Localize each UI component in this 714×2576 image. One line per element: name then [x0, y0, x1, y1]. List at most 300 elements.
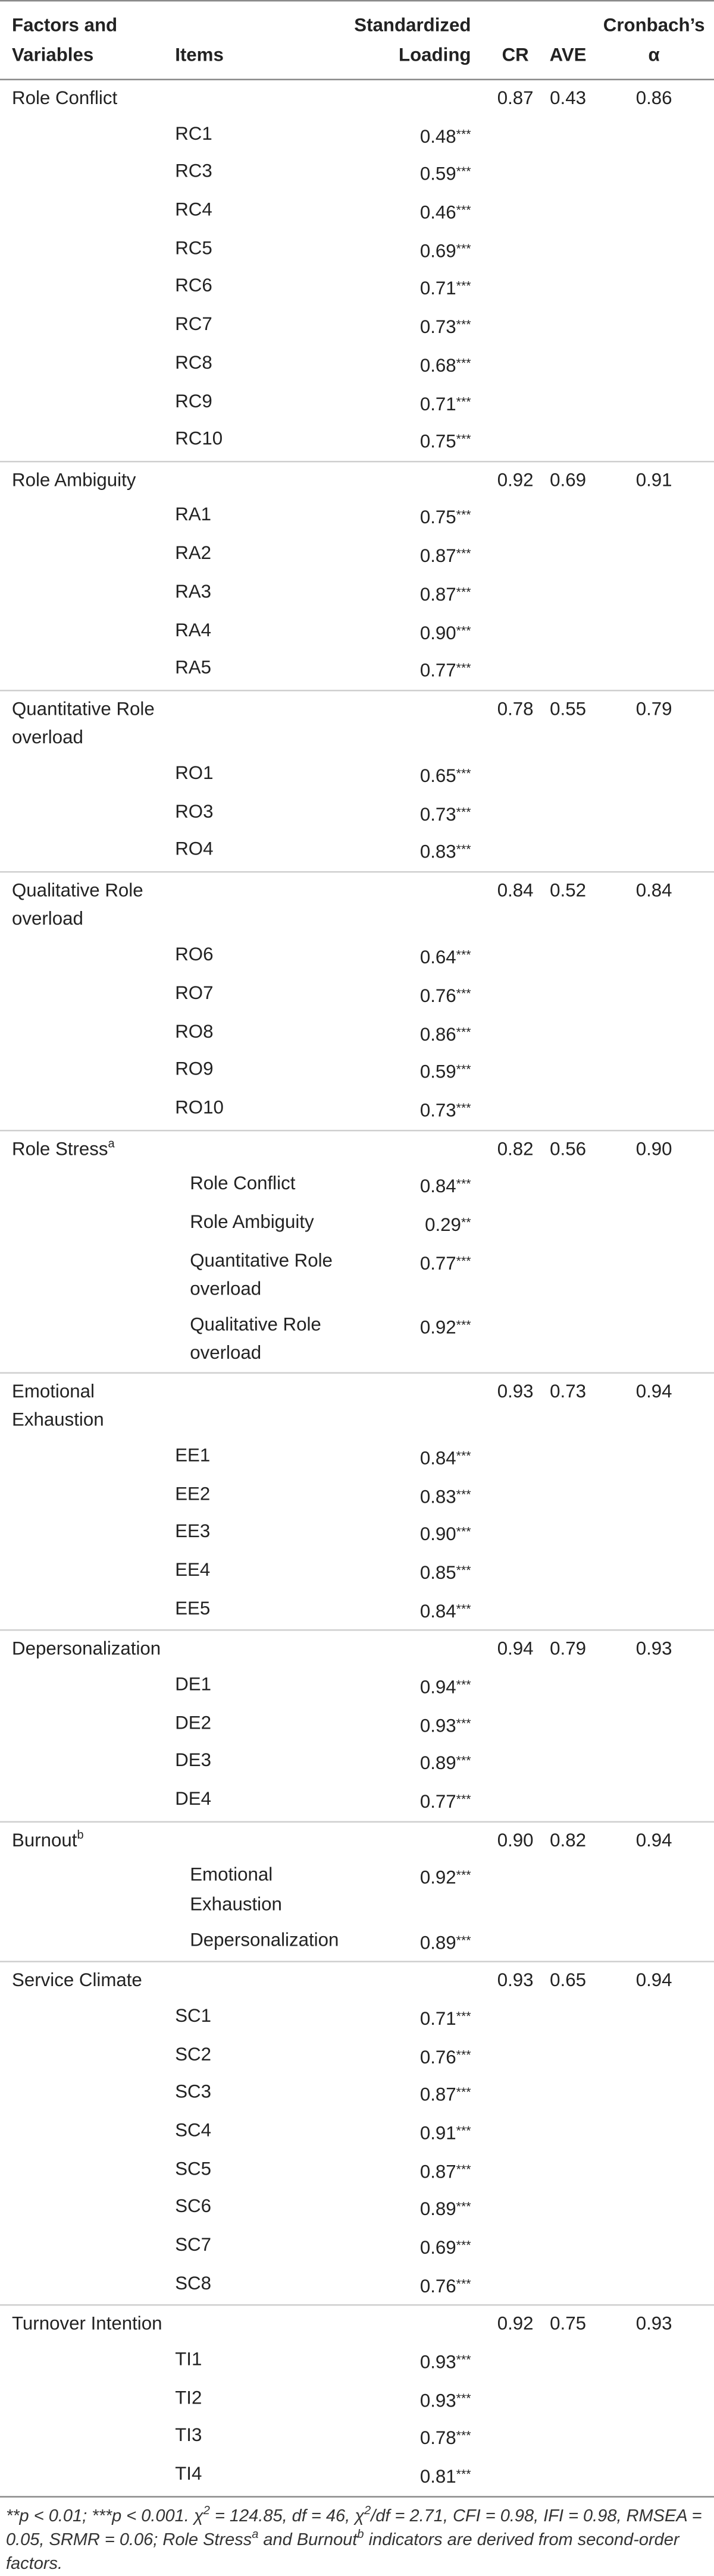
item-row — [0, 422, 714, 461]
alpha-cell-empty — [594, 1999, 714, 2037]
significance-stars: *** — [456, 1600, 471, 1616]
factor-cell-empty — [0, 2152, 172, 2190]
loading-value — [342, 651, 488, 690]
factor-row — [0, 1821, 714, 1859]
item-row — [0, 498, 714, 536]
item-name: DE4 — [172, 1783, 342, 1821]
loading-number: 0.89 — [419, 1931, 456, 1953]
item-name: SC4 — [175, 2119, 212, 2141]
significance-stars: *** — [456, 1753, 471, 1768]
factor-label: Role Ambiguity — [12, 469, 136, 491]
item-name: RA3 — [175, 581, 212, 602]
cr-cell-empty — [489, 2457, 542, 2496]
alpha-cell-empty — [594, 2114, 714, 2152]
item-name: TI1 — [175, 2348, 202, 2370]
factor-cell-empty — [0, 346, 172, 384]
factor-cell-empty — [0, 976, 172, 1014]
ave-cell-empty — [542, 498, 594, 536]
significance-stars: *** — [456, 1448, 471, 1463]
item-row — [0, 384, 714, 422]
cr-cell-empty — [489, 2228, 542, 2266]
alpha-cell-empty — [594, 498, 714, 536]
loading-number: 0.87 — [419, 2161, 456, 2182]
alpha-cell-empty — [594, 575, 714, 613]
item-row — [0, 1668, 714, 1706]
cr-cell-empty — [489, 537, 542, 575]
significance-stars: *** — [456, 947, 471, 962]
factor-cell-empty — [0, 833, 172, 872]
loading-cell-empty — [342, 80, 488, 117]
item-row — [0, 2114, 714, 2152]
factor-cell-empty — [0, 1308, 172, 1372]
loading-number: 0.93 — [419, 2390, 456, 2411]
cr-cell-empty — [489, 1515, 542, 1553]
alpha-value: 0.79 — [635, 698, 672, 720]
ave-cell-empty — [542, 1668, 594, 1706]
factor-cell-empty — [0, 2228, 172, 2266]
loading-number: 0.77 — [419, 660, 456, 681]
significance-stars: *** — [456, 1524, 471, 1540]
item-row — [0, 938, 714, 976]
item-name: Depersonalization — [172, 1923, 342, 1962]
factor-cell-empty — [0, 1554, 172, 1592]
loading-number: 0.68 — [419, 355, 456, 376]
factor-cell-empty — [0, 613, 172, 651]
item-row — [0, 1053, 714, 1091]
item-name: RO4 — [172, 833, 342, 872]
ave-value: 0.55 — [550, 698, 586, 720]
factor-name — [0, 690, 172, 756]
ave-cell-empty — [542, 2190, 594, 2228]
cr-cell-empty — [489, 2381, 542, 2419]
factor-cell-empty — [0, 2266, 172, 2305]
significance-stars: *** — [456, 1677, 471, 1692]
item-row — [0, 2037, 714, 2075]
item-name: EE1 — [175, 1445, 211, 1466]
alpha-value: 0.84 — [635, 879, 672, 901]
item-name: RO1 — [175, 762, 214, 784]
loading-number: 0.86 — [419, 1023, 456, 1045]
alpha-value: 0.93 — [635, 2313, 672, 2335]
item-name: RC1 — [175, 122, 212, 144]
ave-cell-empty — [542, 651, 594, 690]
loading-number: 0.76 — [419, 2275, 456, 2297]
factor-cell-empty — [0, 422, 172, 461]
loading-value — [342, 1554, 488, 1592]
ave-cell-empty — [542, 1439, 594, 1477]
alpha-cell-empty — [594, 2075, 714, 2113]
loading-number: 0.77 — [419, 1252, 456, 1274]
ave-cell-empty — [542, 2343, 594, 2381]
cr-cell-empty — [489, 1243, 542, 1308]
ave-cell-empty — [542, 575, 594, 613]
factor-cell-empty — [0, 155, 172, 193]
alpha-cell-empty — [594, 155, 714, 193]
loading-value — [342, 155, 488, 193]
ave-cell-empty — [542, 1477, 594, 1515]
loading-value — [342, 613, 488, 651]
loading-number: 0.83 — [419, 1486, 456, 1507]
loading-value — [342, 833, 488, 872]
significance-stars: *** — [456, 2275, 471, 2291]
alpha-cell-empty — [594, 1053, 714, 1091]
cr-value: 0.93 — [497, 1969, 534, 1991]
factor-cell-empty — [0, 2457, 172, 2496]
loading-value — [342, 1783, 488, 1821]
alpha-cell-empty — [594, 976, 714, 1014]
ave-cell-empty — [542, 2381, 594, 2419]
loading-number: 0.64 — [419, 947, 456, 968]
significance-stars: *** — [456, 1931, 471, 1947]
factor-cell-empty — [0, 1014, 172, 1053]
item-row — [0, 794, 714, 833]
factor-label: Burnout — [12, 1829, 77, 1851]
loading-cell-empty — [342, 872, 488, 938]
loading-value — [342, 2228, 488, 2266]
cr-value: 0.93 — [497, 1381, 534, 1402]
loading-number: 0.84 — [419, 1600, 456, 1622]
ave-cell-empty — [542, 2228, 594, 2266]
item-name: EE5 — [172, 1592, 342, 1631]
loading-cell-empty — [342, 1821, 488, 1859]
cr-value: 0.82 — [497, 1138, 534, 1159]
item-name: RC5 — [175, 237, 212, 259]
loading-number: 0.85 — [419, 1562, 456, 1584]
loading-value — [342, 756, 488, 794]
significance-stars: ** — [461, 1214, 471, 1230]
loading-value — [342, 2114, 488, 2152]
alpha-cell-empty — [594, 1923, 714, 1962]
alpha-cell-empty — [594, 2457, 714, 2496]
factor-cell-empty — [0, 1592, 172, 1631]
loading-number: 0.46 — [419, 202, 456, 224]
item-name: TI4 — [172, 2457, 342, 2496]
alpha-cell-empty — [594, 1205, 714, 1243]
cr-cell-empty — [489, 613, 542, 651]
alpha-value: 0.94 — [635, 1829, 672, 1851]
ave-cell-empty — [542, 1053, 594, 1091]
alpha-cell-empty — [594, 1477, 714, 1515]
loading-value — [342, 2419, 488, 2457]
cr-cell-empty — [489, 976, 542, 1014]
cr-cell-empty — [489, 308, 542, 346]
header-cr: CR — [489, 1, 542, 80]
item-row — [0, 1592, 714, 1631]
alpha-cell-empty — [594, 2419, 714, 2457]
factor-row — [0, 2305, 714, 2343]
factor-cell-empty — [0, 1167, 172, 1205]
loading-number: 0.76 — [419, 2046, 456, 2068]
item-row — [0, 651, 714, 690]
cr-cell-empty — [489, 2075, 542, 2113]
loading-value — [342, 2037, 488, 2075]
ave-cell-empty — [542, 1783, 594, 1821]
item-name: RO3 — [175, 800, 214, 822]
item-name: RC9 — [175, 390, 212, 411]
table-header — [0, 1, 714, 80]
factor-row — [0, 80, 714, 117]
loading-number: 0.87 — [419, 584, 456, 605]
loading-value — [342, 117, 488, 155]
factor-name — [0, 1130, 172, 1167]
item-cell-empty — [172, 461, 342, 499]
item-row — [0, 155, 714, 193]
significance-stars: *** — [456, 1176, 471, 1191]
factor-name — [0, 872, 172, 938]
note-significance: **p < 0.01; ***p < 0.001. — [6, 2506, 189, 2525]
significance-stars: *** — [456, 507, 471, 523]
alpha-cell-empty — [594, 1014, 714, 1053]
table-body — [0, 80, 714, 2496]
loading-number: 0.59 — [419, 1061, 456, 1083]
factor-cell-empty — [0, 1668, 172, 1706]
loading-value — [342, 1744, 488, 1782]
item-row — [0, 613, 714, 651]
significance-stars: *** — [456, 2122, 471, 2138]
cr-cell-empty — [489, 231, 542, 269]
cr-cell-empty — [489, 384, 542, 422]
alpha-cell-empty — [594, 1167, 714, 1205]
item-row — [0, 833, 714, 872]
ave-cell-empty — [542, 1205, 594, 1243]
loading-value — [342, 1205, 488, 1243]
cr-cell-empty — [489, 756, 542, 794]
factor-label: Depersonalization — [12, 1638, 161, 1660]
alpha-cell-empty — [594, 1439, 714, 1477]
header-alpha: Cronbach’s α — [594, 1, 714, 80]
cr-cell-empty — [489, 498, 542, 536]
alpha-cell-empty — [594, 1592, 714, 1631]
cr-cell-empty — [489, 938, 542, 976]
ave-cell-empty — [542, 2152, 594, 2190]
loading-number: 0.75 — [419, 507, 456, 529]
item-row — [0, 2190, 714, 2228]
item-name: RC7 — [175, 313, 212, 335]
item-name: RC8 — [175, 352, 212, 373]
item-row — [0, 346, 714, 384]
item-name: SC5 — [175, 2158, 212, 2179]
loading-number: 0.48 — [419, 125, 456, 147]
loading-number: 0.90 — [419, 622, 456, 643]
significance-stars: *** — [456, 2428, 471, 2443]
loading-value — [342, 346, 488, 384]
item-row — [0, 117, 714, 155]
alpha-cell-empty — [594, 2228, 714, 2266]
item-name: RO6 — [175, 944, 214, 965]
loading-number: 0.87 — [419, 545, 456, 567]
loading-number: 0.93 — [419, 2351, 456, 2373]
loading-value — [342, 1439, 488, 1477]
factor-row — [0, 1631, 714, 1668]
alpha-cell-empty — [594, 2037, 714, 2075]
loading-cell-empty — [342, 1962, 488, 1999]
item-name: RA1 — [175, 504, 212, 526]
loading-number: 0.73 — [419, 1099, 456, 1121]
significance-stars: *** — [456, 2237, 471, 2253]
loading-value — [342, 1999, 488, 2037]
cr-cell-empty — [489, 269, 542, 307]
factor-cell-empty — [0, 938, 172, 976]
alpha-cell-empty — [594, 231, 714, 269]
significance-stars: *** — [456, 545, 471, 561]
loading-cell-empty — [342, 1372, 488, 1438]
ave-value: 0.69 — [550, 469, 586, 491]
ave-cell-empty — [542, 155, 594, 193]
significance-stars: *** — [456, 2351, 471, 2367]
cr-value: 0.92 — [497, 2313, 534, 2335]
cr-cell-empty — [489, 1308, 542, 1372]
ave-value: 0.52 — [550, 879, 586, 901]
ave-cell-empty — [542, 1706, 594, 1744]
cr-cell-empty — [489, 794, 542, 833]
factor-cell-empty — [0, 2190, 172, 2228]
alpha-cell-empty — [594, 2152, 714, 2190]
significance-stars: *** — [456, 1252, 471, 1268]
header-factors: Factors and Variables — [0, 1, 172, 80]
ave-cell-empty — [542, 794, 594, 833]
item-name: RO10 — [172, 1091, 342, 1130]
cr-cell-empty — [489, 1167, 542, 1205]
significance-stars: *** — [456, 1061, 471, 1077]
alpha-cell-empty — [594, 1668, 714, 1706]
item-row — [0, 1999, 714, 2037]
alpha-value: 0.91 — [635, 469, 672, 491]
factor-name — [0, 2305, 172, 2343]
loading-value — [342, 1515, 488, 1553]
loading-value — [342, 2381, 488, 2419]
factor-row — [0, 1130, 714, 1167]
ave-cell-empty — [542, 938, 594, 976]
cr-cell-empty — [489, 1205, 542, 1243]
factor-row — [0, 872, 714, 938]
factor-label: Role Stress — [12, 1138, 108, 1159]
ave-value: 0.73 — [550, 1381, 586, 1402]
factor-cell-empty — [0, 2075, 172, 2113]
ave-cell-empty — [542, 1308, 594, 1372]
factor-label: Qualitative Role overload — [12, 879, 143, 930]
loading-number: 0.69 — [419, 2237, 456, 2258]
factor-name — [0, 1821, 172, 1859]
item-row — [0, 2152, 714, 2190]
alpha-cell-empty — [594, 613, 714, 651]
cr-cell-empty — [489, 833, 542, 872]
significance-stars: *** — [456, 622, 471, 637]
significance-stars: *** — [456, 355, 471, 370]
item-row — [0, 1477, 714, 1515]
significance-stars: *** — [456, 2046, 471, 2062]
loading-value — [342, 1091, 488, 1130]
loading-value — [342, 1243, 488, 1308]
factor-cell-empty — [0, 2419, 172, 2457]
factor-cell-empty — [0, 756, 172, 794]
significance-stars: *** — [456, 985, 471, 1001]
item-name: RO9 — [175, 1058, 214, 1080]
item-row — [0, 537, 714, 575]
ave-cell-empty — [542, 2457, 594, 2496]
item-row — [0, 1744, 714, 1782]
factor-cell-empty — [0, 1243, 172, 1308]
alpha-cell-empty — [594, 2190, 714, 2228]
table-footnote: **p < 0.01; ***p < 0.001. $\chi^2 = 124.85$, df = 46, $\chi^2/df = 2.71$, CFI = 0.98, IFI = 0.98, RMSEA = 0.05, SRMR = 0.06; Role Stress$^a$ and Burnout$^b$ indicators are derived from second-order factors. — [6, 2503, 702, 2573]
factor-label: Service Climate — [12, 1969, 142, 1991]
alpha-cell-empty — [594, 269, 714, 307]
alpha-cell-empty — [594, 2266, 714, 2305]
item-row — [0, 756, 714, 794]
item-name: RC6 — [175, 275, 212, 297]
item-name: SC6 — [175, 2196, 212, 2217]
item-row — [0, 1243, 714, 1308]
significance-stars: *** — [456, 316, 471, 332]
significance-stars: *** — [456, 278, 471, 294]
ave-cell-empty — [542, 193, 594, 231]
cr-value: 0.78 — [497, 698, 534, 720]
ave-value: 0.79 — [550, 1638, 586, 1660]
significance-stars: *** — [456, 1317, 471, 1332]
item-name: TI2 — [175, 2387, 202, 2408]
alpha-cell-empty — [594, 193, 714, 231]
item-name: RC10 — [172, 422, 342, 461]
ave-cell-empty — [542, 537, 594, 575]
loading-number: 0.73 — [419, 316, 456, 338]
cr-value: 0.87 — [497, 87, 534, 109]
loading-value — [342, 1923, 488, 1962]
loading-number: 0.75 — [419, 431, 456, 453]
loading-value — [342, 2457, 488, 2496]
item-cell-empty — [172, 1372, 342, 1438]
cr-cell-empty — [489, 117, 542, 155]
ave-cell-empty — [542, 1999, 594, 2037]
loading-number: 0.87 — [419, 2084, 456, 2106]
item-name: SC7 — [175, 2234, 212, 2255]
alpha-cell-empty — [594, 2343, 714, 2381]
ave-cell-empty — [542, 2114, 594, 2152]
loading-value — [342, 1053, 488, 1091]
loading-number: 0.71 — [419, 2008, 456, 2030]
loading-cell-empty — [342, 461, 488, 499]
item-row — [0, 1439, 714, 1477]
ave-value: 0.43 — [550, 87, 586, 109]
ave-value: 0.65 — [550, 1969, 586, 1991]
loading-cell-empty — [342, 1130, 488, 1167]
ave-cell-empty — [542, 308, 594, 346]
factor-cell-empty — [0, 1053, 172, 1091]
loading-value — [342, 1477, 488, 1515]
alpha-value: 0.90 — [635, 1138, 672, 1159]
loading-number: 0.71 — [419, 278, 456, 300]
item-name: SC3 — [175, 2081, 212, 2103]
item-row — [0, 2457, 714, 2496]
cr-cell-empty — [489, 1999, 542, 2037]
alpha-cell-empty — [594, 1706, 714, 1744]
loading-number: 0.73 — [419, 803, 456, 825]
item-name: RC4 — [175, 199, 212, 221]
item-cell-empty — [172, 80, 342, 117]
ave-cell-empty — [542, 1167, 594, 1205]
factor-row — [0, 690, 714, 756]
ave-cell-empty — [542, 1923, 594, 1962]
loading-value — [342, 976, 488, 1014]
factor-cell-empty — [0, 1859, 172, 1923]
alpha-cell-empty — [594, 308, 714, 346]
item-row — [0, 1167, 714, 1205]
cr-cell-empty — [489, 1706, 542, 1744]
alpha-cell-empty — [594, 794, 714, 833]
factor-cell-empty — [0, 1205, 172, 1243]
ave-cell-empty — [542, 1243, 594, 1308]
significance-stars: *** — [456, 2084, 471, 2100]
loading-number: 0.69 — [419, 240, 456, 262]
item-row — [0, 1783, 714, 1821]
